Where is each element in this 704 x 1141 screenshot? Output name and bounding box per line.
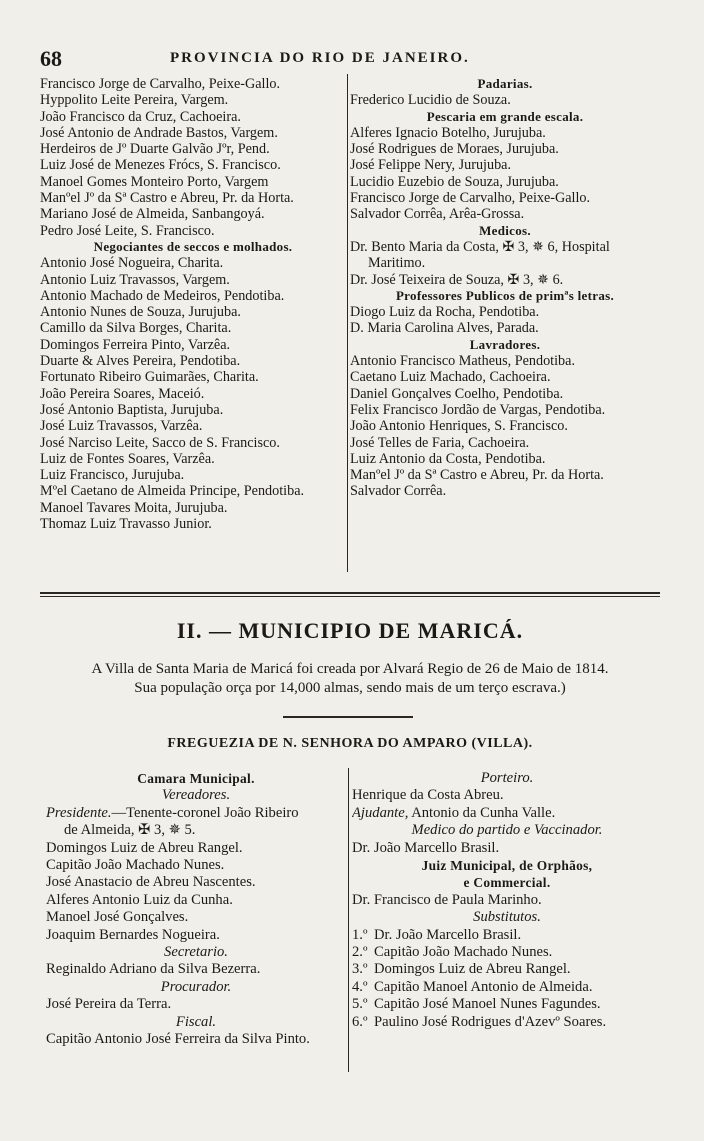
substituto-row <box>352 996 662 1013</box>
medico-heading: Medico do partido e Vaccinador. <box>411 822 603 839</box>
substituto-name: Paulino José Rodrigues d'Azevº Soares. <box>374 1013 607 1030</box>
list-item: Duarte & Alves Pereira, Pendotiba. <box>40 353 241 370</box>
substituto-row <box>352 944 662 961</box>
substituto-number: 3.º <box>352 961 368 978</box>
list-item: Luiz Antonio da Costa, Pendotiba. <box>350 450 546 467</box>
list-item: José Luiz Travassos, Varzêa. <box>40 418 203 435</box>
juiz-heading: Juiz Municipal, de Orphãos, <box>421 858 593 874</box>
juiz-heading-cont: e Commercial. <box>463 875 551 891</box>
substituto-row <box>352 979 662 996</box>
fiscal-heading: Fiscal. <box>175 1013 217 1030</box>
substitutos-heading: Substitutos. <box>473 909 541 926</box>
list-item: José Anastacio de Abreu Nascentes. <box>46 874 256 891</box>
list-item: Luiz Francisco, Jurujuba. <box>40 467 185 484</box>
substitutos-list <box>352 927 662 1031</box>
list-item: Antonio Luiz Travassos, Vargem. <box>40 271 230 288</box>
substituto-number: 2.º <box>352 944 368 961</box>
substituto-name: Capitão Manoel Antonio de Almeida. <box>374 978 593 995</box>
section-intro <box>40 660 660 698</box>
vereadores-heading: Vereadores. <box>161 787 231 804</box>
substituto-row <box>352 927 662 944</box>
camara-heading: Camara Municipal. <box>137 771 255 786</box>
professores-heading: Professores Publicos de primªs letras. <box>395 287 615 303</box>
list-item: Joaquim Bernardes Nogueira. <box>46 926 220 943</box>
page-header <box>40 48 660 70</box>
list-item: Maritimo. <box>368 255 426 272</box>
substituto-name: Domingos Luiz de Abreu Rangel. <box>374 961 571 978</box>
presidente-text: —Tenente-coronel João Ribeiro <box>111 804 299 821</box>
list-item: Daniel Gonçalves Coelho, Pendotiba. <box>350 385 564 402</box>
substituto-number: 1.º <box>352 926 368 943</box>
substituto-row <box>352 1014 662 1031</box>
professores-list <box>350 304 660 337</box>
substituto-number: 4.º <box>352 978 368 995</box>
list-item: Alferes Ignacio Botelho, Jurujuba. <box>350 124 546 141</box>
presidente-line <box>46 805 346 822</box>
list-item: João Antonio Henriques, S. Francisco. <box>350 418 568 435</box>
substituto-name: Capitão José Manoel Nunes Fagundes. <box>374 996 601 1013</box>
list-item: Domingos Ferreira Pinto, Varzêa. <box>40 336 231 353</box>
list-item: Thomaz Luiz Travasso Junior. <box>40 516 212 533</box>
list-item: Salvador Corrêa, Arêa-Grossa. <box>350 206 525 223</box>
ajudante-line <box>352 805 662 822</box>
porteiro-name: Henrique da Costa Abreu. <box>352 787 504 804</box>
medicos-heading: Medicos. <box>479 222 531 238</box>
list-item: Mariano José de Almeida, Sanbangoyá. <box>40 206 265 223</box>
list-item: Antonio Francisco Matheus, Pendotiba. <box>350 353 575 370</box>
section-divider <box>40 592 660 597</box>
porteiro-heading: Porteiro. <box>480 770 534 786</box>
list-item: Antonio José Nogueira, Charita. <box>40 255 224 272</box>
list-item: Dr. Bento Maria da Costa, ✠ 3, ✵ 6, Hospital <box>350 238 610 255</box>
list-item: João Pereira Soares, Maceió. <box>40 385 205 402</box>
list-item: Manºel Jº da Sª Castro e Abreu, Pr. da Horta. <box>350 467 604 484</box>
list-item: João Francisco da Cruz, Cachoeira. <box>40 108 241 125</box>
list-item: Pedro José Leite, S. Francisco. <box>40 222 215 239</box>
vereadores-list <box>46 840 346 944</box>
list-item: Frederico Lucidio de Souza. <box>350 92 511 109</box>
padarias-list <box>350 92 660 108</box>
ajudante-label: Ajudante, <box>352 804 409 821</box>
list-item: Herdeiros de Jº Duarte Galvão Jºr, Pend. <box>40 141 270 158</box>
list-item: Camillo da Silva Borges, Charita. <box>40 320 232 337</box>
secretario-name: Reginaldo Adriano da Silva Bezerra. <box>46 961 261 978</box>
list-item: Luiz José de Menezes Frócs, S. Francisco. <box>40 157 281 174</box>
list-item: José Narciso Leite, Sacco de S. Francisco. <box>40 434 280 451</box>
column-divider-bottom <box>348 768 349 1072</box>
list-item: José Telles de Faria, Cachoeira. <box>350 434 530 451</box>
list-item: Salvador Corrêa. <box>350 483 447 500</box>
list-item: Mºel Caetano de Almeida Principe, Pendotiba. <box>40 483 305 500</box>
negociantes-list <box>40 255 346 532</box>
list-item: Fortunato Ribeiro Guimarães, Charita. <box>40 369 259 386</box>
substituto-number: 6.º <box>352 1013 368 1030</box>
page-number: 68 <box>40 46 62 71</box>
substituto-name: Dr. João Marcello Brasil. <box>374 926 522 943</box>
list-item: Caetano Luiz Machado, Cachoeira. <box>350 369 551 386</box>
list-item: Capitão João Machado Nunes. <box>46 857 225 874</box>
pescaria-heading: Pescaria em grande escala. <box>426 108 584 124</box>
bottom-left-column <box>46 770 346 1049</box>
list-item: Manoel Gomes Monteiro Porto, Vargem <box>40 173 269 190</box>
negociantes-heading: Negociantes de seccos e molhados. <box>93 238 293 254</box>
procurador-heading: Procurador. <box>160 978 232 995</box>
column-divider-top <box>347 74 348 572</box>
substituto-row <box>352 961 662 978</box>
list-item: José Felippe Nery, Jurujuba. <box>350 157 512 174</box>
list-item: Alferes Antonio Luiz da Cunha. <box>46 891 233 908</box>
substituto-number: 5.º <box>352 996 368 1013</box>
list-item: Luiz de Fontes Soares, Varzêa. <box>40 450 215 467</box>
list-item: Manºel Jº da Sª Castro e Abreu, Pr. da Horta. <box>40 190 294 207</box>
short-divider <box>283 716 413 718</box>
ajudante-name: Antonio da Cunha Valle. <box>411 804 556 821</box>
list-item: Manoel Tavares Moita, Jurujuba. <box>40 499 228 516</box>
fiscal-name: Capitão Antonio José Ferreira da Silva Pinto. <box>46 1031 310 1048</box>
top-left-column <box>40 76 346 532</box>
list-item: José Antonio Baptista, Jurujuba. <box>40 401 224 418</box>
padarias-heading: Padarias. <box>477 76 533 91</box>
freguezia-title: FREGUEZIA DE N. SENHORA DO AMPARO (VILLA). <box>167 736 533 751</box>
list-item: Hyppolito Leite Pereira, Vargem. <box>40 92 229 109</box>
proprietarios-list <box>40 76 346 239</box>
list-item: Antonio Nunes de Souza, Jurujuba. <box>40 304 241 321</box>
list-item: José Antonio de Andrade Bastos, Vargem. <box>40 124 278 141</box>
presidente-cont: de Almeida, ✠ 3, ✵ 5. <box>64 822 196 839</box>
lavradores-list <box>350 353 660 500</box>
list-item: D. Maria Carolina Alves, Parada. <box>350 320 539 337</box>
lavradores-heading: Lavradores. <box>469 336 541 352</box>
running-title: PROVINCIA DO RIO DE JANEIRO. <box>170 50 470 66</box>
procurador-name: José Pereira da Terra. <box>46 996 172 1013</box>
intro-line: Sua população orça por 14,000 almas, sendo mais de um terço escrava.) <box>134 680 566 696</box>
presidente-label: Presidente. <box>46 804 112 821</box>
intro-line: A Villa de Santa Maria de Maricá foi creada por Alvará Regio de 26 de Maio de 1814. <box>91 661 609 677</box>
top-right-column <box>350 76 660 500</box>
list-item: Lucidio Euzebio de Souza, Jurujuba. <box>350 173 559 190</box>
medico-name: Dr. João Marcello Brasil. <box>352 839 500 856</box>
list-item: Francisco Jorge de Carvalho, Peixe-Gallo. <box>350 190 591 207</box>
substituto-name: Capitão João Machado Nunes. <box>374 944 553 961</box>
list-item: Francisco Jorge de Carvalho, Peixe-Gallo. <box>40 76 281 92</box>
bottom-right-column <box>352 770 662 1031</box>
juiz-name: Dr. Francisco de Paula Marinho. <box>352 891 542 908</box>
secretario-heading: Secretario. <box>164 944 228 961</box>
pescaria-list <box>350 125 660 223</box>
list-item: José Rodrigues de Moraes, Jurujuba. <box>350 141 559 158</box>
list-item: Dr. José Teixeira de Souza, ✠ 3, ✵ 6. <box>350 271 564 288</box>
list-item: Domingos Luiz de Abreu Rangel. <box>46 839 243 856</box>
list-item: Antonio Machado de Medeiros, Pendotiba. <box>40 287 285 304</box>
section-title: II. — MUNICIPIO DE MARICÁ. <box>176 618 524 643</box>
list-item: Felix Francisco Jordão de Vargas, Pendotiba. <box>350 401 606 418</box>
list-item: Manoel José Gonçalves. <box>46 909 189 926</box>
list-item: Diogo Luiz da Rocha, Pendotiba. <box>350 304 540 321</box>
